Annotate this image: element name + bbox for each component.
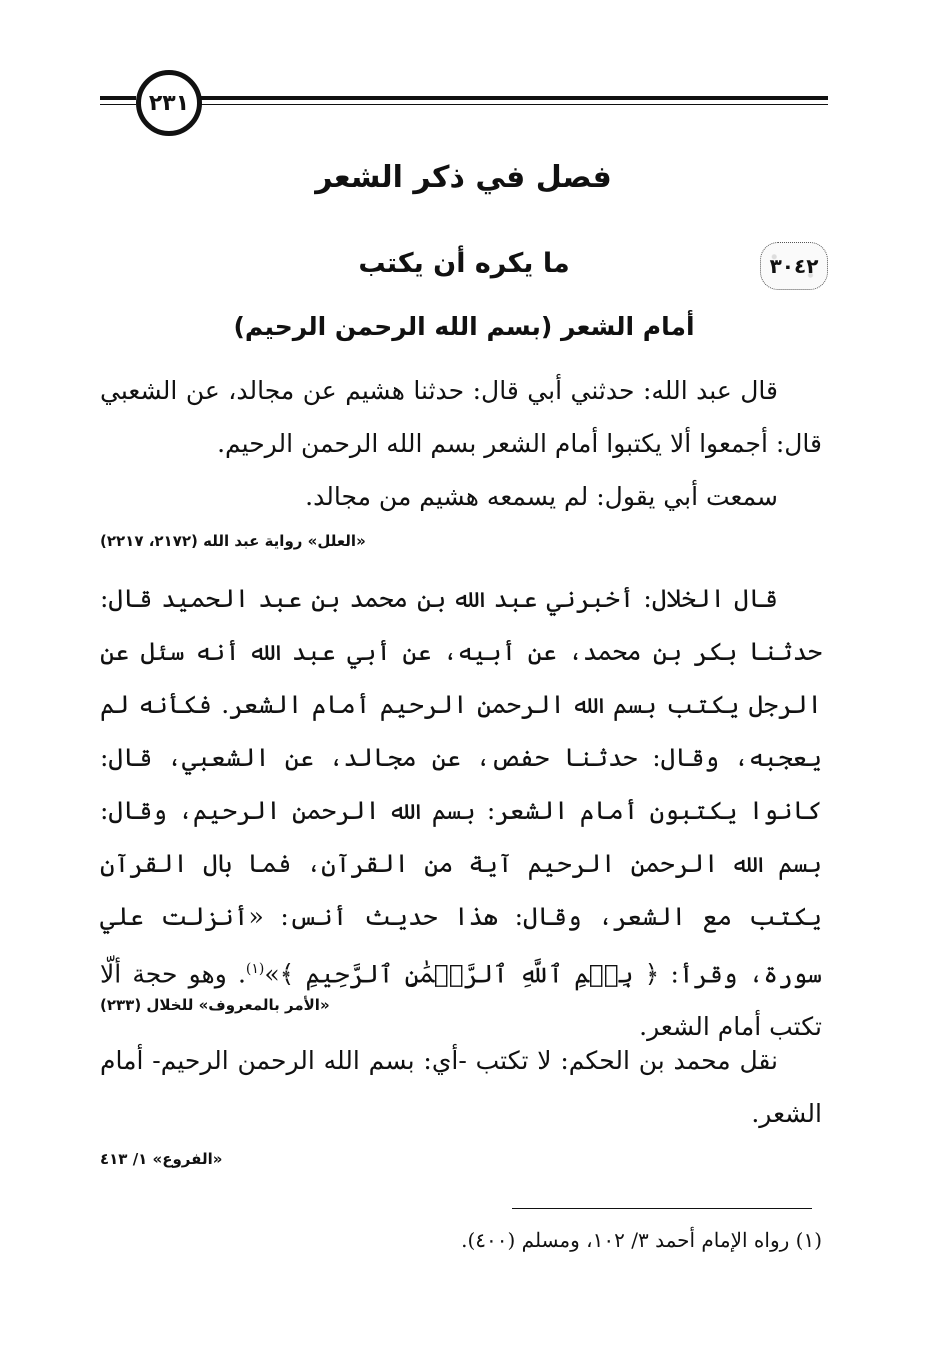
header-rule-right-thin [198,104,828,105]
section-title: ما يكره أن يكتب [358,248,570,279]
source-citation-1: «العلل» رواية عبد الله (٢١٧٢، ٢٢١٧) [100,532,366,550]
chapter-title: فصل في ذكر الشعر [315,160,612,195]
footnote-1: (١) رواه الإمام أحمد ٣/ ١٠٢، ومسلم (٤٠٠). [461,1228,822,1252]
footnote-divider [512,1208,812,1209]
header-rule-left-thick [100,96,136,100]
source-citation-2: «الأمر بالمعروف» للخلال (٢٣٣) [100,996,330,1014]
paragraph-1 [100,364,822,470]
paragraph-3-tail: . وهو حجة ألّا تكتب أمام الشعر. [100,959,822,1042]
paragraph-3-text: قال الخلال: أخبرني عبد الله بن محمد بن عبد الحميد قال: حدثنا بكر بن محمد، عن أبيه، عن أبي عبد الله أنه سئل عن الرجل يكتب بسم الله الرحمن الرحيم أمام الشعر. فكأنه لم يعجبه، وقال: حدثنا حفص، عن مجالد، عن الشعبي، قال: كانوا يكتبون أمام الشعر: بسم الله الرحمن الرحيم، وقال: بسم الله الرحمن الرحيم آية من القرآن، فما بال القرآن يكتب مع الشعر، وقال: هذا حديث أنس: «أنزلت علي سورة، وقرأ: ﴿ بِسۡمِ ٱللَّهِ ٱلرَّحۡمَٰنِ ٱلرَّحِيمِ ﴾» [100,584,822,989]
page-header [100,70,828,132]
header-rule-left-thin [100,104,136,105]
section-number-ornament: ٣٠٤٢ [760,242,828,290]
paragraph-3 [100,572,822,1053]
section-heading-row [100,248,828,298]
section-subtitle: أمام الشعر (بسم الله الرحمن الرحيم) [233,312,695,341]
paragraph-4-text: نقل محمد بن الحكم: لا تكتب -أي: بسم الله الرحمن الرحيم- أمام الشعر. [100,1046,822,1128]
footnote-ref[interactable]: (١) [245,961,265,977]
paragraph-2 [100,470,822,523]
paragraph-1-text: قال عبد الله: حدثني أبي قال: حدثنا هشيم عن مجالد، عن الشعبي قال: أجمعوا ألا يكتبوا أمام الشعر بسم الله الرحمن الرحيم. [100,376,822,458]
page-number: ٢٣١ [136,70,202,136]
paragraph-4 [100,1034,822,1140]
paragraph-2-text: سمعت أبي يقول: لم يسمعه هشيم من مجالد. [305,482,778,511]
header-rule-right-thick [198,96,828,100]
source-citation-3: «الفروع» ١/ ٤١٣ [100,1150,223,1168]
